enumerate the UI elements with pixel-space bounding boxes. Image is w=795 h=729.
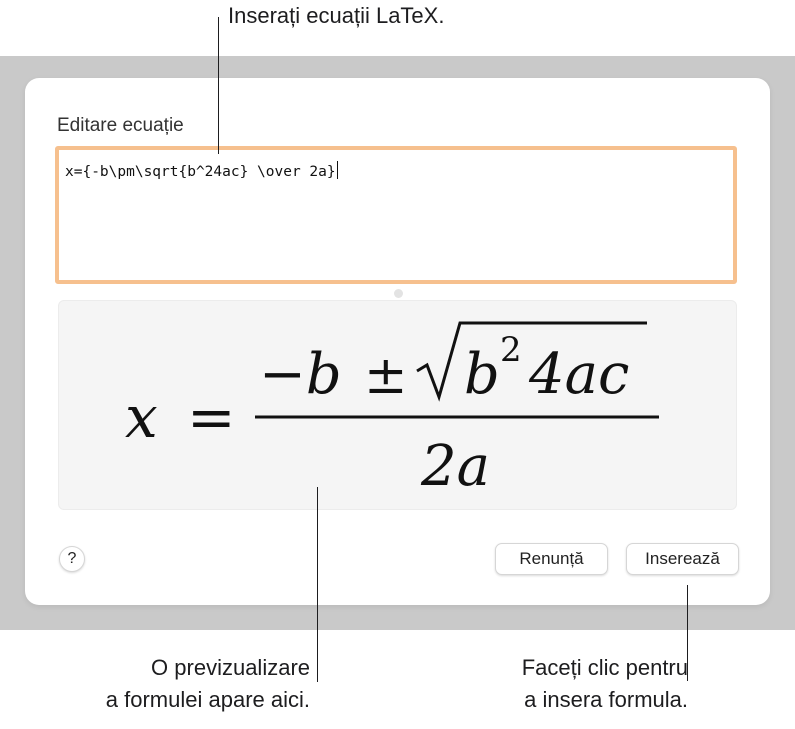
formula-plus-minus: ± (364, 346, 408, 406)
equation-dialog (25, 78, 770, 605)
help-button[interactable]: ? (59, 546, 85, 572)
insert-button[interactable]: Inserează (626, 543, 739, 575)
callout-line-editor (218, 17, 219, 154)
callout-preview-line1: O previzualizare (151, 655, 310, 680)
text-caret (337, 161, 338, 179)
callout-line-preview (317, 487, 318, 682)
callout-insert-line2: a insera formula. (524, 687, 688, 712)
callout-preview (30, 652, 310, 716)
formula-lhs: x (125, 383, 158, 451)
resize-handle[interactable] (394, 289, 403, 298)
formula-preview (58, 300, 737, 510)
callout-insert (430, 652, 688, 716)
callout-preview-line2: a formulei apare aici. (105, 687, 310, 712)
cancel-button[interactable]: Renunță (495, 543, 608, 575)
formula-radicand-base: b (464, 342, 500, 407)
callout-insert-latex: Inserați ecuații LaTeX. (228, 3, 445, 28)
formula-radicand-rest: 4ac (529, 342, 630, 407)
formula-numerator-minus-b: −b (259, 342, 342, 407)
formula-exponent: 2 (500, 330, 522, 370)
formula-equals: = (187, 383, 236, 451)
formula-denominator: 2a (421, 434, 491, 499)
formula-render (59, 301, 738, 511)
latex-input-text[interactable]: x={-b\pm\sqrt{b^24ac} \over 2a} (65, 161, 338, 180)
latex-editor[interactable] (55, 146, 737, 284)
callout-insert-line1: Faceți clic pentru (521, 655, 688, 680)
dialog-title: Editare ecuație (57, 115, 184, 136)
